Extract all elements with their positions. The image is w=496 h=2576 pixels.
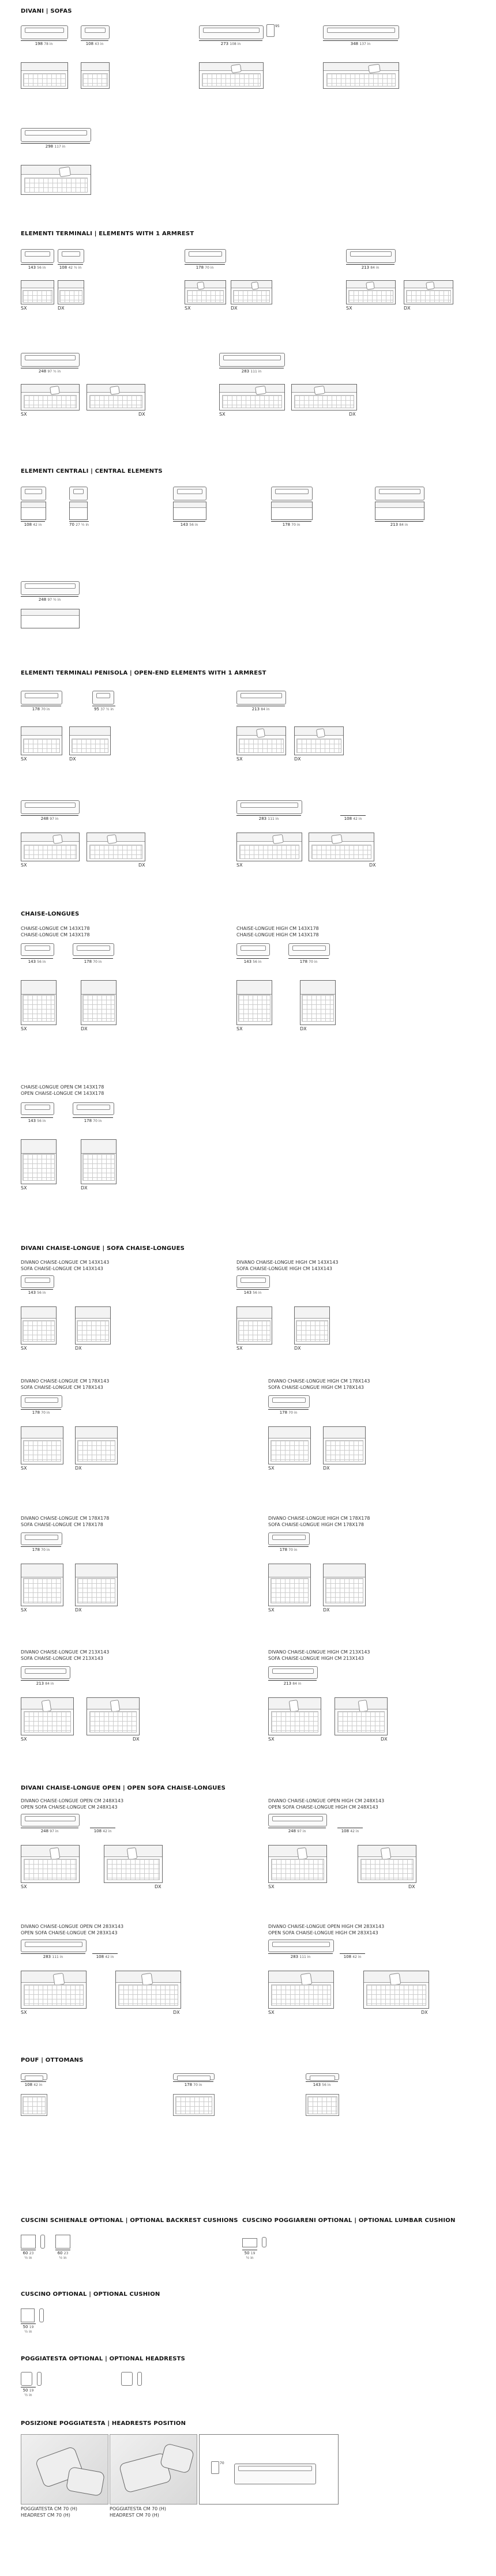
left-label: SX: [236, 1346, 243, 1351]
dimension-label: 213 84 in: [268, 1680, 317, 1686]
chaise-plan-view: [21, 1564, 63, 1606]
chaise-plan-view: [21, 1697, 74, 1735]
sofa-108: [81, 23, 110, 58]
sofa-348: [323, 23, 398, 58]
dimension-label: 213 84 in: [21, 1680, 69, 1686]
cushion-side-view: [40, 2235, 45, 2249]
sofa-plan-view: [236, 726, 286, 755]
open-end-178: [21, 690, 61, 718]
right-label: DX: [381, 1737, 388, 1742]
sofa-side-view: [236, 800, 302, 814]
dimension-label: 143 56 in: [236, 958, 269, 964]
sofa-plan-view: [173, 502, 206, 520]
sofa-side-view: [21, 943, 54, 956]
sofa-side-view: [21, 353, 80, 367]
sofa-side-view: [268, 1666, 318, 1679]
sofa-side-view: [268, 1939, 334, 1952]
open-sofa-chaise-high-283x143: [268, 1938, 366, 1967]
sofa-side-view: [268, 1395, 310, 1408]
cushion-side-view: [262, 2237, 266, 2247]
sofa-plan-view: [323, 62, 399, 89]
right-label: DX: [369, 863, 376, 868]
chaise-143x178: [21, 942, 119, 977]
chaise-plan-view: [236, 1306, 272, 1345]
sofa-chaise-high-178x143: [268, 1394, 314, 1423]
dimension-label: 178 70 in: [271, 521, 311, 527]
dimension-label: 108 42 in: [340, 815, 366, 821]
chaise-high-label: CHAISE-LONGUE HIGH CM 143X178 CHAISE-LONGUE HIGH CM 143X178: [236, 926, 319, 937]
chaise-plan-view: [268, 1564, 311, 1606]
left-label: SX: [21, 412, 27, 417]
depth-indicator: 70: [211, 2460, 228, 2475]
headrest-position-diagram: [199, 2434, 339, 2505]
dimension-label: 50 19 ½ in: [21, 2323, 36, 2334]
sofa-plan-view: [291, 384, 357, 410]
sofa-chaise-label: DIVANO CHAISE-LONGUE HIGH CM 143X143 SOFA CHAISE-LONGUE HIGH CM 143X143: [236, 1260, 339, 1271]
left-label: SX: [21, 1607, 27, 1613]
dimension-label: 283 111 in: [236, 815, 301, 821]
right-label: DX: [75, 1346, 82, 1351]
left-label: SX: [268, 2010, 275, 2015]
sofa-plan-view: [87, 833, 145, 861]
sofa-side-view: [21, 581, 80, 595]
open-end-213: [236, 690, 285, 718]
left-label: SX: [21, 1346, 27, 1351]
sofa-side-view: [236, 943, 270, 956]
chaise-plan-view: [87, 1697, 140, 1735]
chaise-plan-view: [21, 1426, 63, 1464]
left-label: SX: [21, 306, 27, 311]
sofa-chaise-label: DIVANO CHAISE-LONGUE HIGH CM 213X143 SOFA CHAISE-LONGUE HIGH CM 213X143: [268, 1649, 370, 1661]
sofa-side-view: [21, 1102, 54, 1115]
sofa-chaise-high-213x143: [268, 1665, 320, 1694]
chaise-plan-view: [294, 1306, 330, 1345]
dimension-label: 50 19 ½ in: [242, 2250, 257, 2260]
dimension-label: 143 56 in: [21, 264, 53, 270]
chaise-plan-view: [21, 1845, 80, 1883]
chaise-plan-view: [236, 980, 272, 1025]
sofa-chaise-178x178: [21, 1531, 67, 1560]
sofa-side-view: [58, 249, 84, 263]
sofa-side-view: [21, 1275, 54, 1288]
sofa-side-view: [268, 1814, 327, 1826]
left-label: SX: [236, 1026, 243, 1031]
chaise-plan-view: [268, 1845, 327, 1883]
sofa-chaise-label: DIVANO CHAISE-LONGUE HIGH CM 178X178 SOFA CHAISE-LONGUE HIGH CM 178X178: [268, 1516, 370, 1527]
dimension-label: 95 37 ½ in: [92, 706, 115, 711]
ottoman-side-view: [173, 2073, 215, 2080]
left-label: SX: [268, 1466, 275, 1471]
sofa-plan-view: [404, 280, 453, 304]
headrest-front-view: [21, 2372, 32, 2386]
ottoman-plan-view: [306, 2094, 339, 2116]
chaise-plan-view: [81, 980, 117, 1025]
sofa-plan-view: [21, 280, 54, 304]
dimension-label: 298 117 in: [21, 143, 90, 149]
dimension-label: 108 43 in: [81, 40, 108, 46]
depth-indicator: 95: [266, 23, 284, 38]
sofa-plan-view: [375, 502, 424, 520]
dimension-label: 213 84 in: [375, 521, 423, 527]
sofa-side-view: [73, 1102, 114, 1115]
sofa-side-view: [21, 25, 68, 39]
sofa-side-view: [236, 691, 286, 705]
chaise-plan-view: [21, 1971, 87, 2009]
sofa-side-view: [73, 943, 114, 956]
cushion-front-view: [21, 2235, 36, 2249]
left-label: SX: [21, 1026, 27, 1031]
chaise-plan-view: [21, 980, 57, 1025]
left-label: SX: [219, 412, 226, 417]
chaise-open-label: CHAISE-LONGUE OPEN CM 143X178 OPEN CHAISE-LONGUE CM 143X178: [21, 1084, 104, 1096]
sofa-side-view: [185, 249, 226, 263]
terminal-143: [21, 248, 53, 277]
dimension-label: 178 70 in: [73, 1117, 113, 1123]
left-label: SX: [21, 756, 27, 762]
sofa-side-view: [21, 1395, 62, 1408]
dimension-label: 108 42 in: [21, 2081, 46, 2087]
headrest-side-view: [37, 2372, 42, 2386]
sofa-198: [21, 23, 67, 58]
sofa-chaise-high-143x143: [236, 1274, 283, 1303]
dimension-label: 248 97 in: [21, 1828, 78, 1833]
central-213: [375, 485, 423, 537]
chaise-plan-view: [104, 1845, 163, 1883]
sofa-plan-view: [21, 833, 80, 861]
right-label: DX: [138, 863, 145, 868]
sofa-side-view: [21, 1666, 70, 1679]
right-label: DX: [81, 1185, 88, 1191]
right-label: DX: [323, 1607, 330, 1613]
chaise-plan-view: [21, 1139, 57, 1184]
right-label: DX: [155, 1884, 161, 1889]
sofa-plan-view: [271, 502, 313, 520]
central-70: [69, 485, 90, 537]
sofa-chaise-143x143: [21, 1274, 67, 1303]
right-label: DX: [421, 2010, 428, 2015]
sofa-plan-view: [21, 502, 46, 520]
right-label: DX: [300, 1026, 307, 1031]
headrest-caption: POGGIATESTA CM 70 (H) HEADREST CM 70 (H): [21, 2506, 78, 2518]
left-label: SX: [21, 1737, 27, 1742]
section-title-optional-cushion: CUSCINO OPTIONAL | OPTIONAL CUSHION: [21, 2291, 160, 2298]
section-title-sofa-chaise-longues: DIVANI CHAISE-LONGUE | SOFA CHAISE-LONGUES: [21, 1245, 185, 1252]
sofa-plan-view: [69, 726, 111, 755]
dimension-label: 248 97 ½ in: [21, 596, 78, 602]
open-end-108: [340, 799, 366, 828]
dimension-label: 143 56 in: [21, 958, 53, 964]
ottoman-side-view: [306, 2073, 339, 2080]
sofa-side-view: [21, 128, 91, 142]
left-label: SX: [185, 306, 191, 311]
dimension-label: 143 56 in: [306, 2081, 338, 2087]
ottoman-178: [173, 2072, 231, 2118]
open-end-283: [236, 799, 301, 828]
sofa-side-view: [92, 691, 114, 705]
dimension-label: 108 42 in: [90, 1828, 115, 1833]
sofa-plan-view: [219, 384, 285, 410]
headrest-front-view: [121, 2372, 133, 2386]
left-label: SX: [21, 863, 27, 868]
chaise-open-143x178: [21, 1101, 119, 1136]
left-label: SX: [21, 1466, 27, 1471]
dimension-label: 283 111 in: [268, 1953, 333, 1959]
chaise-plan-view: [75, 1564, 118, 1606]
dimension-label: 273 108 in: [199, 40, 262, 46]
headrest-position-photo-2: [110, 2434, 197, 2505]
chaise-plan-view: [268, 1426, 311, 1464]
right-label: DX: [294, 756, 301, 762]
chaise-plan-view: [75, 1306, 111, 1345]
chaise-plan-view: [268, 1697, 321, 1735]
central-108: [21, 485, 45, 537]
sofa-273: [199, 23, 262, 58]
right-label: DX: [138, 412, 145, 417]
sofa-side-view: [21, 249, 54, 263]
dimension-label: 143 56 in: [21, 1117, 53, 1123]
headrest-caption: POGGIATESTA CM 70 (H) HEADREST CM 70 (H): [110, 2506, 167, 2518]
dimension-label: 178 70 in: [185, 264, 225, 270]
left-label: SX: [268, 1884, 275, 1889]
headrest-b: [121, 2370, 156, 2398]
dimension-label: 143 56 in: [236, 1289, 269, 1295]
section-title-chaise-longues: CHAISE-LONGUES: [21, 911, 80, 917]
sofa-plan-view: [294, 726, 344, 755]
right-label: DX: [81, 1026, 88, 1031]
section-title-headrests: POGGIATESTA OPTIONAL | OPTIONAL HEADRESTS: [21, 2356, 186, 2362]
cushion-front-view: [55, 2235, 70, 2249]
sofa-plan-view: [21, 384, 80, 410]
sofa-side-view: [199, 25, 264, 39]
right-label: DX: [349, 412, 356, 417]
chaise-plan-view: [335, 1697, 388, 1735]
section-title-central-elements: ELEMENTI CENTRALI | CENTRAL ELEMENTS: [21, 468, 163, 474]
section-title-ottomans: POUF | OTTOMANS: [21, 2057, 84, 2063]
sofa-plan-view: [309, 833, 374, 861]
sofa-chaise-178x143: [21, 1394, 67, 1423]
sofa-side-view: [288, 943, 330, 956]
right-label: DX: [323, 1466, 330, 1471]
ottoman-plan-view: [173, 2094, 215, 2116]
dimension-label: 108 42 in: [21, 521, 45, 527]
sofa-chaise-high-178x178: [268, 1531, 314, 1560]
sofa-chaise-label: DIVANO CHAISE-LONGUE CM 178X178 SOFA CHAISE-LONGUE CM 178X178: [21, 1516, 110, 1527]
ottoman-side-view: [21, 2073, 47, 2080]
dimension-label: 108 42 in: [337, 1828, 363, 1833]
sofa-chaise-label: DIVANO CHAISE-LONGUE CM 178X143 SOFA CHAISE-LONGUE CM 178X143: [21, 1379, 110, 1390]
chaise-high-143x178: [236, 942, 335, 977]
terminal-178: [185, 248, 225, 277]
right-label: DX: [69, 756, 76, 762]
headrest-side-view: [137, 2372, 142, 2386]
terminal-213: [346, 248, 394, 277]
open-sofa-chaise-248x143: [21, 1813, 119, 1841]
section-title-lumbar-cushion: CUSCINO POGGIARENI OPTIONAL | OPTIONAL LUMBAR CUSHION: [242, 2217, 456, 2224]
section-title-open-sofa-chaise-longues: DIVANI CHAISE-LONGUE OPEN | OPEN SOFA CHAISE-LONGUES: [21, 1785, 226, 1791]
right-label: DX: [408, 1884, 415, 1889]
chaise-plan-view: [21, 1306, 57, 1345]
left-label: SX: [268, 1737, 275, 1742]
lumbar-cushion: [242, 2232, 283, 2261]
section-title-headrest-position: POSIZIONE POGGIATESTA | HEADRESTS POSITION: [21, 2420, 186, 2427]
sofa-plan-view: [58, 280, 84, 304]
sofa-side-view: [323, 25, 399, 39]
dimension-label: 108 42 in: [340, 1953, 365, 1959]
right-label: DX: [133, 1737, 140, 1742]
ottoman-143: [306, 2072, 363, 2118]
cushion-front-view: [242, 2238, 257, 2247]
dimension-label: 283 111 in: [219, 368, 284, 374]
dimension-label: 108 42 ½ in: [58, 264, 83, 270]
sofa-chaise-label: DIVANO CHAISE-LONGUE CM 213X143 SOFA CHAISE-LONGUE CM 213X143: [21, 1649, 110, 1661]
headrest-position-photo-1: [21, 2434, 108, 2505]
sofa-side-view: [21, 1939, 87, 1952]
right-label: DX: [58, 306, 65, 311]
chaise-plan-view: [300, 980, 336, 1025]
chaise-plan-view: [358, 1845, 416, 1883]
right-label: DX: [231, 306, 238, 311]
dimension-label: 248 97 ½ in: [21, 368, 78, 374]
left-label: SX: [236, 756, 243, 762]
open-sofa-chaise-label: DIVANO CHAISE-LONGUE OPEN HIGH CM 283X143 OPEN SOFA CHAISE-LONGUE HIGH CM 283X143: [268, 1924, 385, 1935]
sofa-plan-view: [21, 609, 80, 628]
sofa-side-view: [21, 691, 62, 705]
dimension-label: 248 97 in: [268, 1828, 326, 1833]
sofa-side-view: [236, 1275, 270, 1288]
terminal-108: [58, 248, 83, 277]
dimension-label: 213 84 in: [346, 264, 394, 270]
section-title-open-end-elements: ELEMENTI TERMINALI PENISOLA | OPEN-END ELEMENTS WITH 1 ARMREST: [21, 670, 266, 676]
dimension-label: 178 70 in: [21, 706, 61, 711]
dimension-label: 283 111 in: [21, 1953, 85, 1959]
sofa-side-view: [21, 487, 46, 500]
central-178: [271, 485, 311, 537]
chaise-plan-view: [323, 1426, 366, 1464]
sofa-chaise-213x143: [21, 1665, 73, 1694]
sofa-plan-view: [21, 62, 68, 89]
sofa-side-view: [234, 2464, 316, 2484]
open-sofa-chaise-high-248x143: [268, 1813, 366, 1841]
central-248: [21, 580, 78, 632]
open-end-95: [92, 690, 115, 718]
sofa-side-view: [271, 487, 313, 500]
sofa-plan-view: [87, 384, 145, 410]
cushion-side-view: [39, 2308, 44, 2322]
dimension-label: 108 42 in: [92, 1953, 118, 1959]
dimension-label: 60 23 ½ in: [55, 2250, 70, 2260]
ottoman-108: [21, 2072, 67, 2118]
left-label: SX: [236, 863, 243, 868]
sofa-plan-view: [185, 280, 226, 304]
sofa-side-view: [69, 487, 88, 500]
dimension-label: 70 27 ½ in: [69, 522, 89, 527]
terminal-283: [219, 352, 284, 381]
open-sofa-chaise-label: DIVANO CHAISE-LONGUE OPEN CM 248X143 OPEN SOFA CHAISE-LONGUE CM 248X143: [21, 1798, 124, 1810]
sofa-plan-view: [81, 62, 110, 89]
right-label: DX: [75, 1607, 82, 1613]
chaise-plan-view: [323, 1564, 366, 1606]
right-label: DX: [75, 1466, 82, 1471]
left-label: SX: [21, 1884, 27, 1889]
section-title-backrest-cushions: CUSCINI SCHIENALE OPTIONAL | OPTIONAL BACKREST CUSHIONS: [21, 2217, 238, 2224]
sofa-side-view: [21, 1814, 80, 1826]
open-end-248: [21, 799, 78, 828]
sofa-plan-view: [69, 502, 88, 520]
dimension-label: 178 70 in: [268, 1409, 309, 1415]
dimension-label: 198 78 in: [21, 40, 67, 46]
section-title-sofas: DIVANI | SOFAS: [21, 8, 72, 14]
open-sofa-chaise-283x143: [21, 1938, 119, 1967]
chaise-plan-view: [115, 1971, 181, 2009]
central-143: [173, 485, 205, 537]
headrest-a: [21, 2370, 55, 2398]
chaise-plan-view: [81, 1139, 117, 1184]
sofa-plan-view: [236, 833, 302, 861]
optional-cushion: [21, 2306, 61, 2335]
sofa-chaise-label: DIVANO CHAISE-LONGUE HIGH CM 178X143 SOFA CHAISE-LONGUE HIGH CM 178X143: [268, 1379, 370, 1390]
sofa-side-view: [268, 1532, 310, 1545]
terminal-248: [21, 352, 78, 381]
dimension-label: 60 23 ½ in: [21, 2250, 36, 2260]
sofa-side-view: [219, 353, 285, 367]
right-label: DX: [404, 306, 411, 311]
open-sofa-chaise-label: DIVANO CHAISE-LONGUE OPEN HIGH CM 248X143 OPEN SOFA CHAISE-LONGUE HIGH CM 248X143: [268, 1798, 385, 1810]
dimension-label: 178 70 in: [73, 958, 113, 964]
dimension-label: 50 19 ½ in: [21, 2387, 36, 2397]
section-title-terminal-elements: ELEMENTI TERMINALI | ELEMENTS WITH 1 ARMREST: [21, 231, 194, 237]
dimension-label: 178 70 in: [173, 2081, 213, 2087]
dimension-label: 143 56 in: [173, 521, 205, 527]
sofa-side-view: [346, 249, 396, 263]
sofa-plan-view: [199, 62, 264, 89]
dimension-label: 213 84 in: [236, 706, 285, 711]
sofa-side-view: [81, 25, 110, 39]
chaise-plan-view: [363, 1971, 429, 2009]
dimension-label: 348 137 in: [323, 40, 398, 46]
sofa-side-view: [21, 800, 80, 814]
sofa-side-view: [173, 487, 206, 500]
dimension-label: 178 70 in: [21, 1546, 61, 1552]
dimension-label: 248 97 in: [21, 815, 78, 821]
dimension-label: 178 70 in: [268, 1546, 309, 1552]
dimension-label: 178 70 in: [288, 958, 329, 964]
right-label: DX: [173, 2010, 180, 2015]
dimension-label: 178 70 in: [21, 1409, 61, 1415]
sofa-plan-view: [21, 726, 62, 755]
open-sofa-chaise-label: DIVANO CHAISE-LONGUE OPEN CM 283X143 OPEN SOFA CHAISE-LONGUE CM 283X143: [21, 1924, 124, 1935]
right-label: DX: [294, 1346, 301, 1351]
dimension-label: 143 56 in: [21, 1289, 53, 1295]
backrest-cushions: [21, 2232, 84, 2261]
sofa-plan-view: [21, 165, 91, 195]
sofa-plan-view: [346, 280, 396, 304]
left-label: SX: [21, 1185, 27, 1191]
sofa-chaise-label: DIVANO CHAISE-LONGUE CM 143X143 SOFA CHAISE-LONGUE CM 143X143: [21, 1260, 110, 1271]
sofa-side-view: [375, 487, 424, 500]
chaise-plan-view: [75, 1426, 118, 1464]
ottoman-plan-view: [21, 2094, 47, 2116]
left-label: SX: [268, 1607, 275, 1613]
chaise-label: CHAISE-LONGUE CM 143X178 CHAISE-LONGUE CM 143X178: [21, 926, 90, 937]
chaise-plan-view: [268, 1971, 334, 2009]
left-label: SX: [21, 2010, 27, 2015]
cushion-front-view: [21, 2308, 35, 2322]
sofa-298: [21, 126, 90, 160]
left-label: SX: [346, 306, 352, 311]
sofa-plan-view: [231, 280, 272, 304]
sofa-side-view: [21, 1532, 62, 1545]
